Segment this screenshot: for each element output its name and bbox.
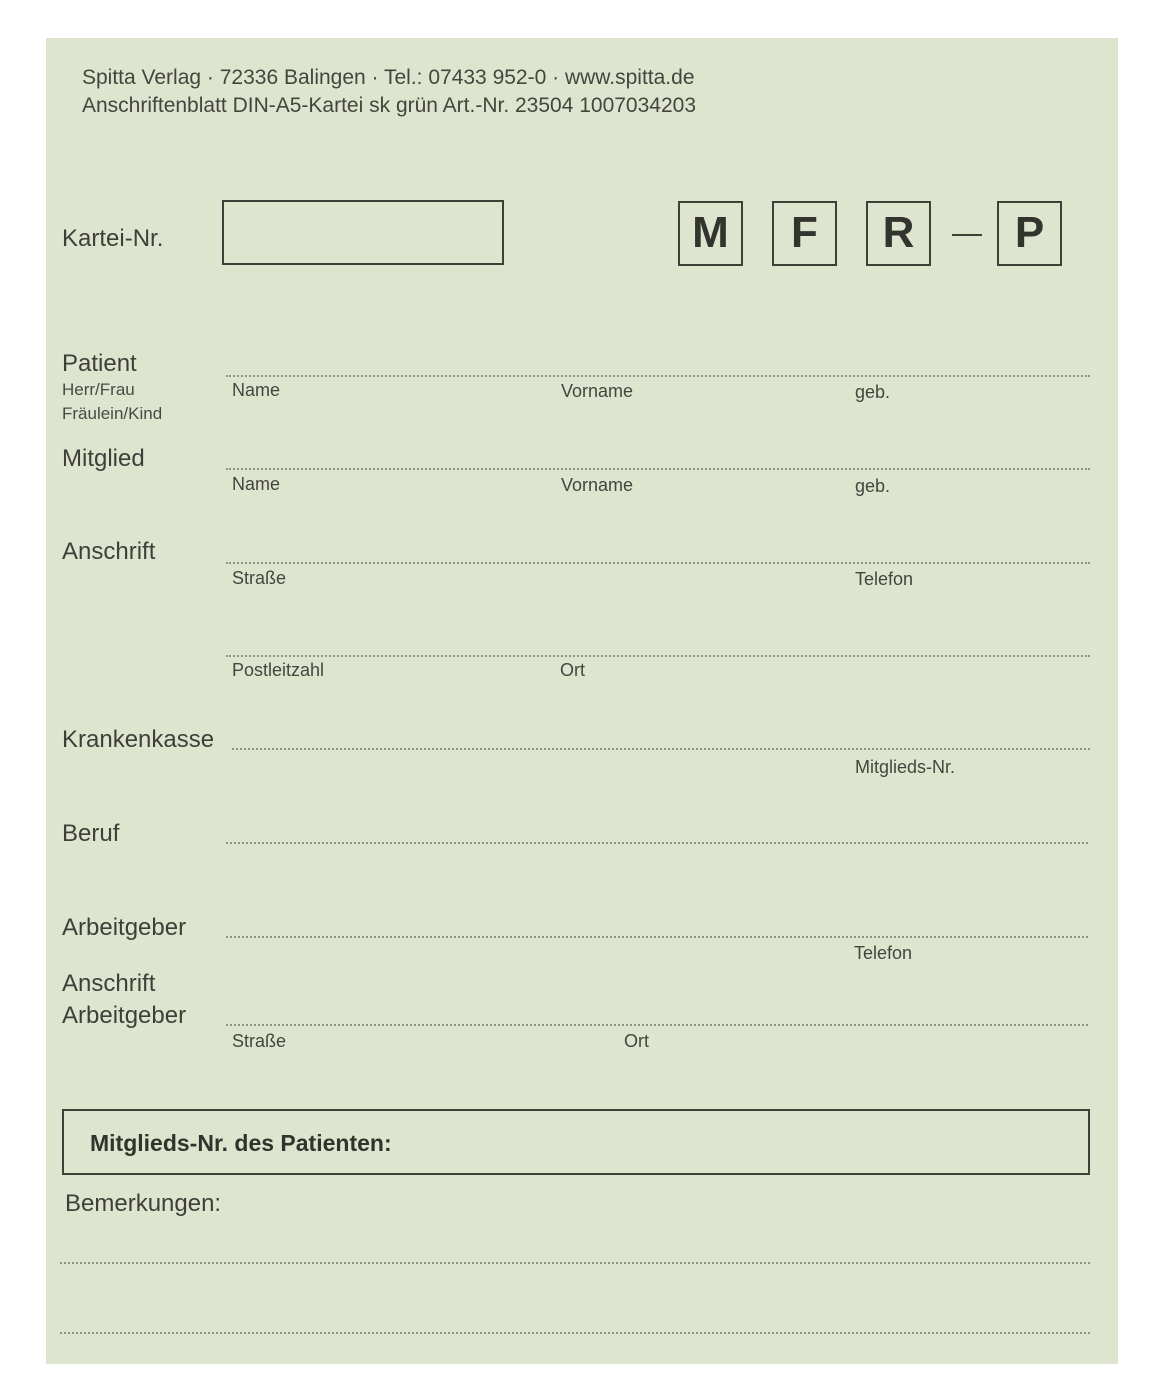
anschrift-strasse-label: Straße [232, 568, 287, 588]
bemerkungen-line-2[interactable] [60, 1332, 1090, 1334]
arbeitgeber-telefon-label: Telefon [854, 943, 913, 963]
patient-geb-label: geb. [855, 382, 891, 402]
krankenkasse-label: Krankenkasse [62, 726, 215, 753]
patient-name-label: Name [232, 380, 281, 400]
anschrift-arbeitgeber-label-2: Arbeitgeber [62, 1002, 187, 1029]
kartei-nr-field[interactable] [222, 200, 504, 265]
anschrift-telefon-label: Telefon [855, 569, 914, 589]
arbeitgeber-label: Arbeitgeber [62, 914, 187, 941]
patient-salutation-2: Fräulein/Kind [62, 404, 163, 423]
bemerkungen-label: Bemerkungen: [65, 1190, 222, 1217]
anschrift-ort-line[interactable] [226, 655, 1090, 657]
kartei-nr-label: Kartei-Nr. [62, 225, 164, 252]
patient-vorname-label: Vorname [561, 381, 634, 401]
code-box-r[interactable]: R [866, 201, 931, 266]
anschrift-arbeitgeber-ort-label: Ort [624, 1031, 649, 1051]
mitglied-vorname-label: Vorname [561, 475, 634, 495]
mitglieds-nr-patient-label: Mitglieds-Nr. des Patienten: [90, 1130, 392, 1156]
patient-salutation-1: Herr/Frau [62, 380, 135, 399]
mitglied-name-label: Name [232, 474, 281, 494]
anschrift-ort-label: Ort [560, 660, 585, 680]
article-line: Anschriftenblatt DIN-A5-Kartei sk grün Art.-Nr. 23504 1007034203 [82, 94, 697, 117]
publisher-line: Spitta Verlag · 72336 Balingen · Tel.: 07433 952-0 · www.spitta.de [82, 66, 695, 89]
bemerkungen-line-1[interactable] [60, 1262, 1090, 1264]
krankenkasse-line[interactable] [232, 748, 1090, 750]
mitglied-line[interactable] [226, 468, 1090, 470]
anschrift-plz-label: Postleitzahl [232, 660, 325, 680]
beruf-line[interactable] [226, 842, 1088, 844]
anschrift-arbeitgeber-strasse-label: Straße [232, 1031, 287, 1051]
beruf-label: Beruf [62, 820, 120, 847]
arbeitgeber-line[interactable] [226, 936, 1088, 938]
code-box-p[interactable]: P [997, 201, 1062, 266]
code-dash [952, 234, 982, 236]
krankenkasse-mitglieds-nr-label: Mitglieds-Nr. [855, 757, 956, 777]
patient-line[interactable] [226, 375, 1090, 377]
anschrift-label: Anschrift [62, 538, 156, 565]
mitglied-label: Mitglied [62, 445, 145, 472]
code-box-m[interactable]: M [678, 201, 743, 266]
code-box-f[interactable]: F [772, 201, 837, 266]
anschrift-strasse-line[interactable] [226, 562, 1090, 564]
mitglied-geb-label: geb. [855, 476, 891, 496]
patient-label: Patient [62, 350, 137, 377]
anschrift-arbeitgeber-line[interactable] [226, 1024, 1088, 1026]
anschrift-arbeitgeber-label-1: Anschrift [62, 970, 156, 997]
